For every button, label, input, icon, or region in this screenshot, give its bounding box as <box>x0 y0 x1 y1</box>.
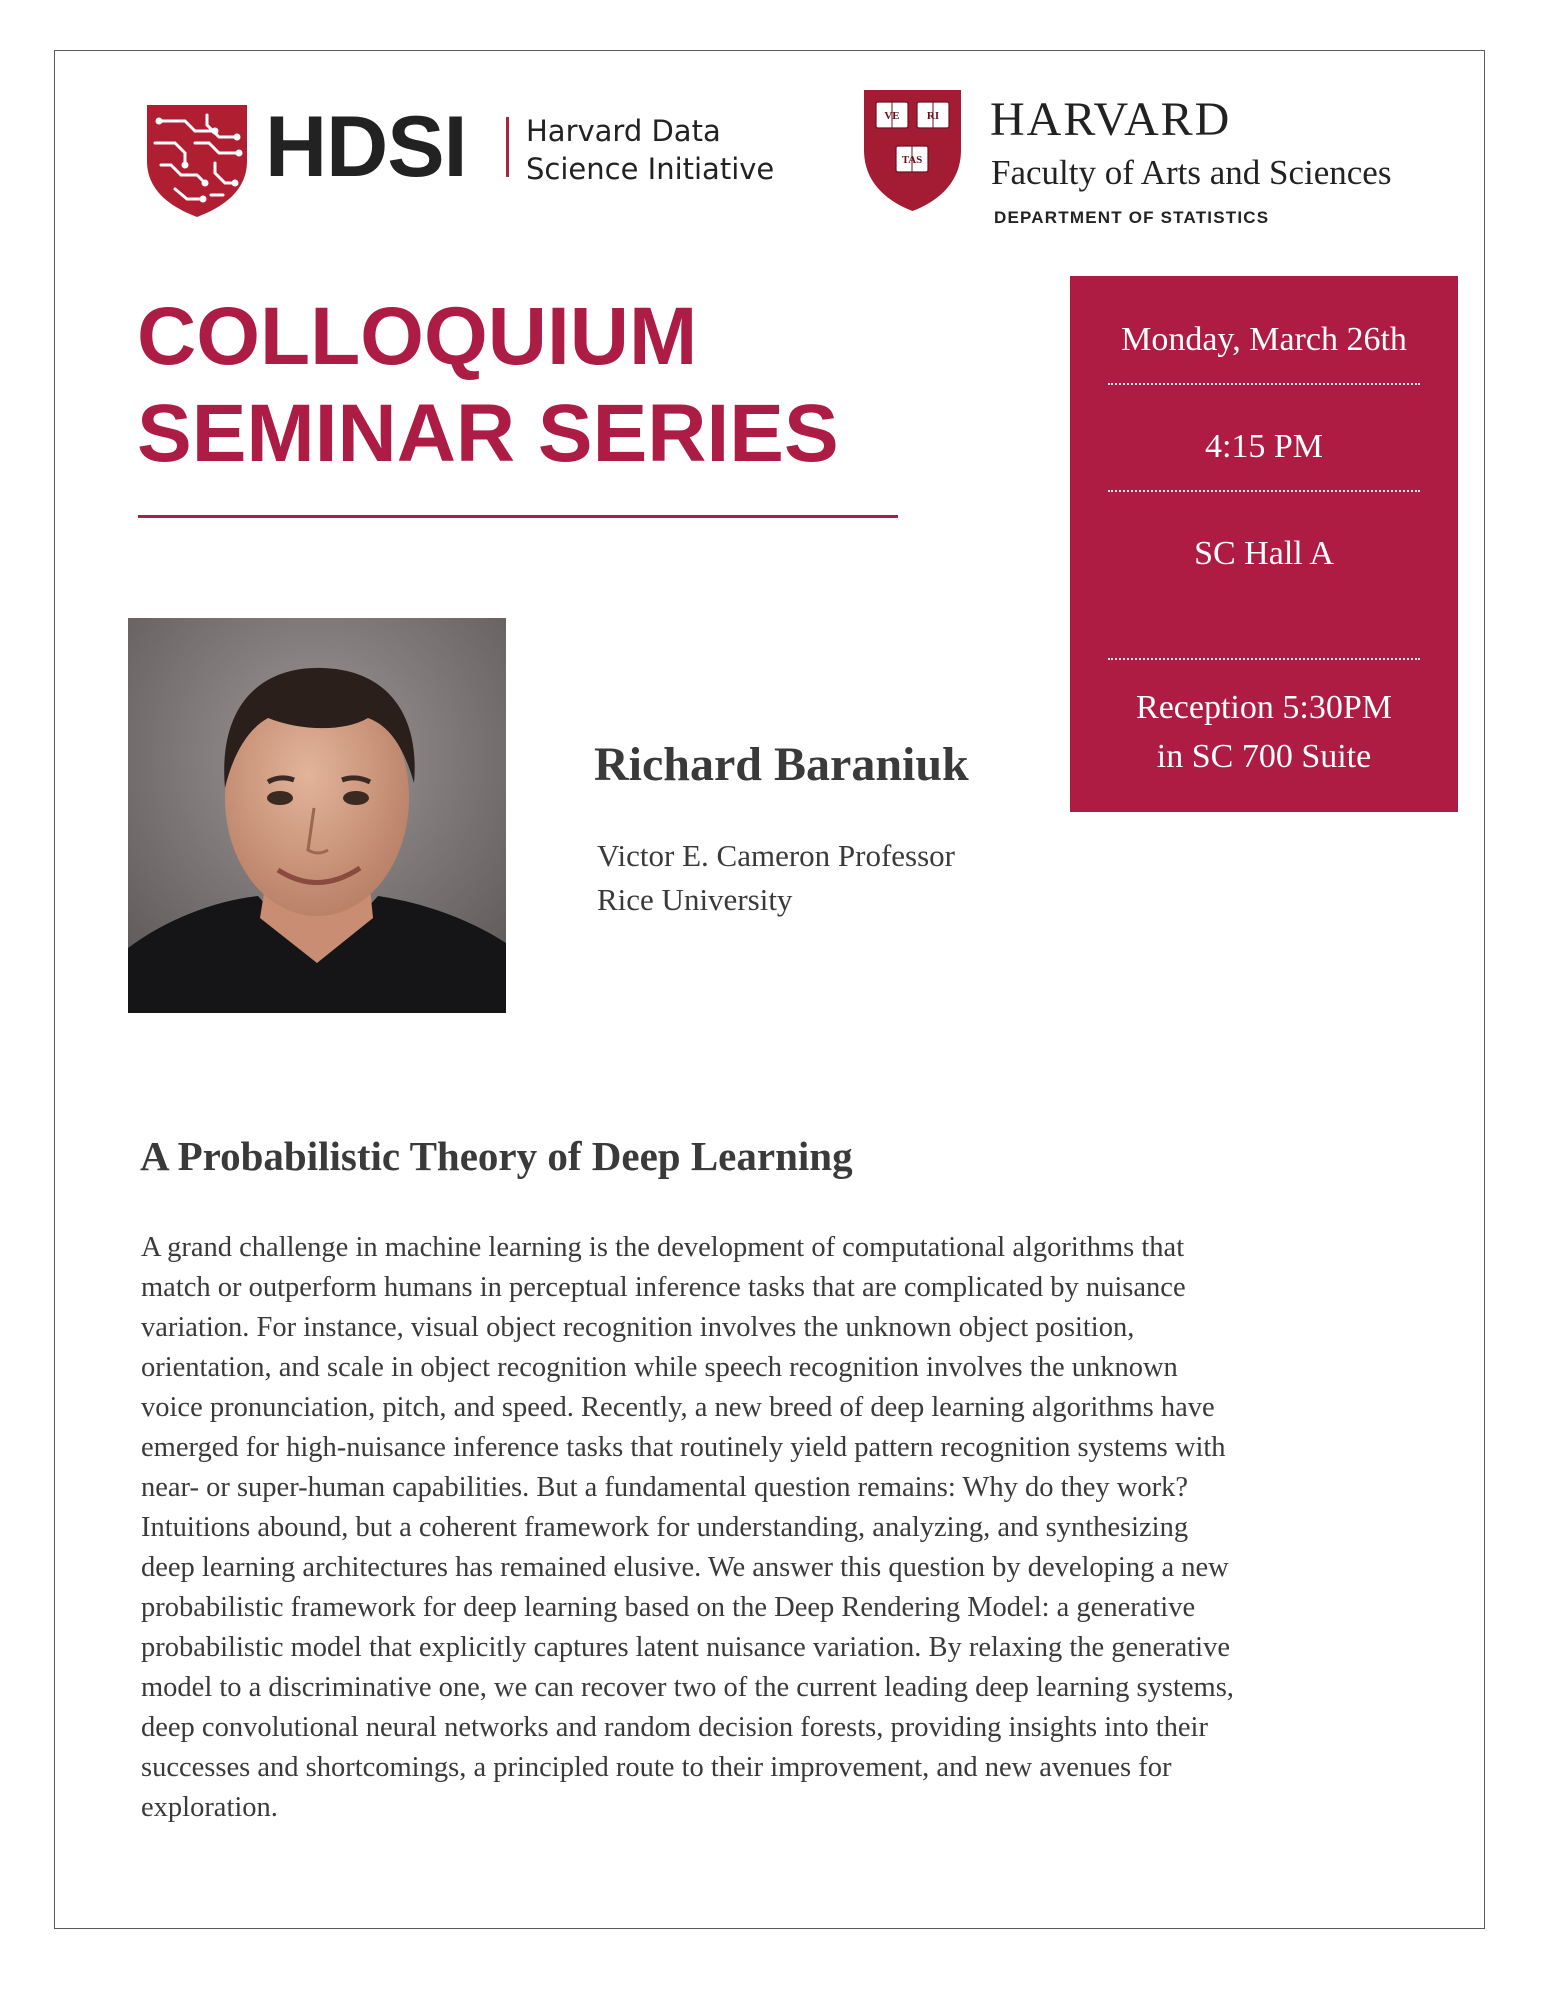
event-reception-time: Reception 5:30PM <box>1136 689 1392 726</box>
event-divider <box>1108 490 1420 492</box>
hdsi-shield-logo <box>145 103 249 219</box>
event-date: Monday, March 26th <box>1121 321 1407 358</box>
hdsi-subtitle-line2: Science Initiative <box>526 152 775 186</box>
harvard-name: HARVARD <box>990 93 1232 146</box>
page-title <box>137 288 839 482</box>
speaker-details <box>597 834 955 922</box>
hdsi-wordmark: HDSI <box>265 99 467 195</box>
speaker-name: Richard Baraniuk <box>594 738 969 791</box>
title-underline <box>138 515 898 518</box>
event-divider <box>1108 658 1420 660</box>
hdsi-subtitle <box>526 112 774 188</box>
speaker-affiliation: Rice University <box>597 882 793 917</box>
speaker-photo <box>128 618 506 1013</box>
harvard-faculty: Faculty of Arts and Sciences <box>991 153 1392 192</box>
shield-text-tas: TAS <box>901 154 923 166</box>
hdsi-subtitle-line1: Harvard Data <box>526 114 721 148</box>
harvard-department: DEPARTMENT OF STATISTICS <box>994 208 1270 227</box>
event-time: 4:15 PM <box>1204 428 1324 465</box>
event-divider <box>1108 383 1420 385</box>
title-line2: SEMINAR SERIES <box>137 388 839 479</box>
event-info-box <box>1070 276 1458 812</box>
talk-title: A Probabilistic Theory of Deep Learning <box>140 1133 853 1179</box>
event-location: SC Hall A <box>1194 535 1334 572</box>
harvard-shield-logo <box>862 88 963 213</box>
event-reception-place: in SC 700 Suite <box>1156 738 1372 775</box>
shield-text-ve: VE <box>884 110 900 122</box>
talk-abstract: A grand challenge in machine learning is the development of computational algorithms that match or outperform humans in perceptual inference tasks that are complicated by nuisance variation. For instance, visual object recognition involves the unknown object position, orientation, and scale in object recognition while speech recognition involves the unknown voice pronunciation, pitch, and speed. Recently, a new breed of deep learning algorithms have emerged for high-nuisance inference tasks that routinely yield pattern recognition systems with near- or super-human capabilities. But a fundamental question remains: Why do they work? Intuitions abound, but a coherent framework for understanding, analyzing, and synthesizing deep learning architectures has remained elusive. We answer this question by developing a new probabilistic framework for deep learning based on the Deep Rendering Model: a generative probabilistic model that explicitly captures latent nuisance variation. By relaxing the generative model to a discriminative one, we can recover two of the current leading deep learning systems, deep convolutional neural networks and random decision forests, providing insights into their successes and shortcomings, a principled route to their improvement, and new avenues for exploration. <box>141 1232 1234 1823</box>
title-line1: COLLOQUIUM <box>137 291 698 382</box>
shield-text-ri: RI <box>926 110 940 122</box>
hdsi-divider <box>506 117 509 177</box>
speaker-position: Victor E. Cameron Professor <box>597 838 955 873</box>
